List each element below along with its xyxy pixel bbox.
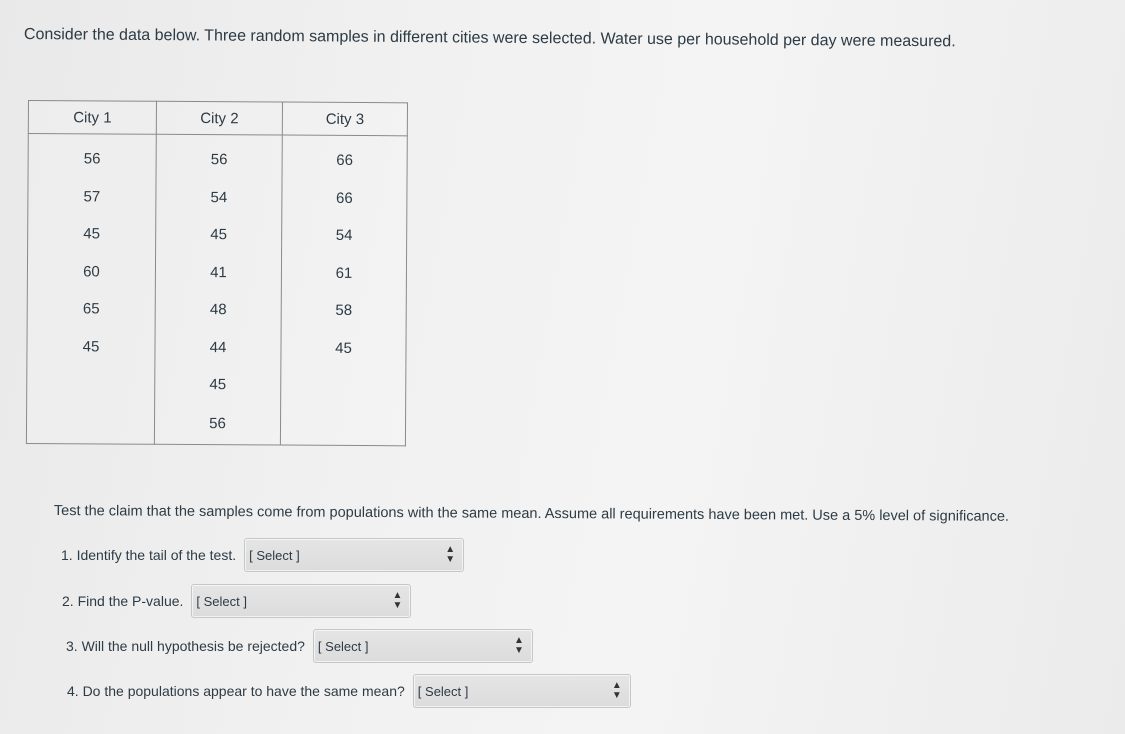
table-cell: 65: [27, 290, 155, 328]
select-placeholder: [ Select ]: [249, 547, 300, 563]
table-cell: 45: [155, 366, 281, 404]
question-4-select[interactable]: [413, 674, 631, 708]
column-header-city-3: City 3: [282, 102, 407, 136]
table-cell: 45: [28, 215, 156, 253]
table-cell: 58: [281, 292, 406, 330]
table-cell: [26, 402, 154, 443]
table-row: [27, 253, 406, 293]
table-cell: 56: [28, 134, 156, 179]
updown-chevron-icon: ▲ ▼: [611, 680, 622, 701]
table-row: [27, 365, 406, 405]
updown-chevron-icon: ▲ ▼: [392, 590, 403, 611]
table-cell: 54: [282, 217, 407, 255]
column-header-city-1: City 1: [28, 101, 156, 135]
table-row: [26, 402, 405, 445]
table-cell: 56: [154, 403, 280, 444]
table-cell: 66: [282, 179, 407, 217]
table-cell: 66: [282, 135, 407, 180]
question-1: [61, 538, 464, 572]
question-2-label: 2. Find the P-value.: [62, 593, 184, 609]
table-cell: [280, 404, 405, 445]
question-1-label: 1. Identify the tail of the test.: [61, 547, 237, 563]
question-3: [66, 629, 533, 663]
table-cell: 41: [155, 253, 281, 291]
updown-chevron-icon: ▲ ▼: [514, 635, 524, 656]
question-4: [67, 674, 631, 708]
table-row: [28, 134, 407, 180]
table-cell: 57: [28, 178, 156, 216]
question-3-label: 3. Will the null hypothesis be rejected?: [66, 638, 305, 654]
table-row: [27, 290, 406, 330]
table-cell: 61: [281, 254, 406, 292]
question-4-label: 4. Do the populations appear to have the same mean?: [67, 683, 405, 699]
table-row: [28, 215, 407, 255]
table-row: [27, 327, 406, 367]
data-table: [26, 100, 408, 446]
question-3-select[interactable]: [313, 629, 533, 663]
table-cell: 54: [156, 178, 282, 216]
table-cell: 60: [27, 253, 155, 291]
table-header-row: [28, 101, 407, 136]
question-2: [62, 584, 411, 618]
table-row: [28, 178, 407, 218]
table-cell: 48: [155, 291, 281, 329]
question-1-select[interactable]: [244, 538, 464, 572]
table-cell: [27, 365, 155, 403]
claim-text: Test the claim that the samples come from populations with the same mean. Assume all requirements have been met. Use a 5% level of significance.: [53, 503, 1010, 525]
select-placeholder: [ Select ]: [196, 593, 247, 609]
table-cell: 45: [281, 329, 406, 367]
updown-chevron-icon: ▲ ▼: [445, 544, 456, 565]
select-placeholder: [ Select ]: [317, 638, 369, 654]
table-cell: 45: [156, 216, 282, 254]
table-cell: 56: [156, 134, 282, 179]
select-placeholder: [ Select ]: [417, 683, 469, 699]
table-cell: 45: [27, 327, 155, 365]
column-header-city-2: City 2: [156, 101, 282, 135]
table-cell: 44: [155, 328, 281, 366]
table-cell: [281, 367, 406, 405]
question-2-select[interactable]: [191, 584, 411, 618]
intro-text: Consider the data below. Three random samples in different cities were selected. Water use per household per day were measured.: [23, 26, 956, 51]
